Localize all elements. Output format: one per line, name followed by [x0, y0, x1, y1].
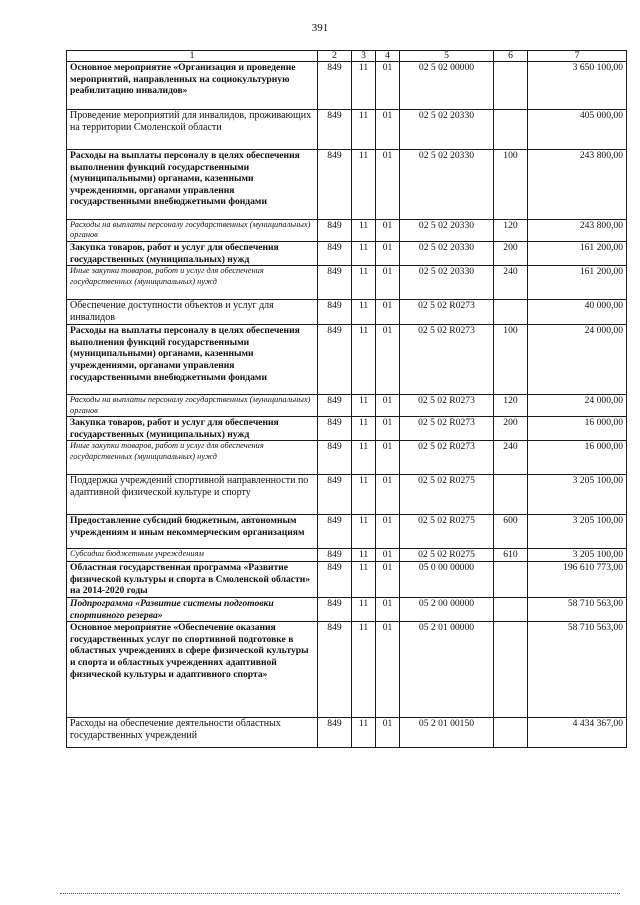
table-row	[67, 395, 627, 417]
cell-target-article: 05 2 01 00000	[400, 622, 494, 718]
cell-name: Обеспечение доступности объектов и услуг для инвалидов	[67, 300, 318, 325]
cell-section: 11	[352, 110, 376, 150]
cell-expense-type	[494, 622, 528, 718]
cell-admin-code: 849	[318, 417, 352, 441]
table-header-row	[67, 51, 627, 62]
cell-expense-type	[494, 62, 528, 110]
col-header-7: 7	[528, 51, 627, 62]
cell-section: 11	[352, 549, 376, 562]
cell-section: 11	[352, 417, 376, 441]
cell-admin-code: 849	[318, 300, 352, 325]
cell-target-article: 02 5 02 20330	[400, 266, 494, 300]
cell-expense-type: 610	[494, 549, 528, 562]
cell-name: Основное мероприятие «Обеспечение оказания государственных услуг по спортивной подготовке в областных учреждениях в сфере физической культуры и спорта и областных учреждениях адаптивной физической культуры и адаптивного спорта»	[67, 622, 318, 718]
table-row	[67, 300, 627, 325]
cell-name: Закупка товаров, работ и услуг для обеспечения государственных (муниципальных) нужд	[67, 242, 318, 266]
cell-subsection: 01	[376, 110, 400, 150]
cell-name: Расходы на выплаты персоналу государственных (муниципальных) органов	[67, 220, 318, 242]
cell-name: Расходы на выплаты персоналу в целях обеспечения выполнения функций государственными (муниципальными) органами, казенными учреждениями, органами управления государственными внебюджетными фондами	[67, 150, 318, 220]
cell-name: Расходы на выплаты персоналу в целях обеспечения выполнения функций государственными (муниципальными) органами, казенными учреждениями, органами управления государственными внебюджетными фондами	[67, 325, 318, 395]
col-header-6: 6	[494, 51, 528, 62]
cell-name: Расходы на обеспечение деятельности областных государственных учреждений	[67, 718, 318, 748]
cell-amount: 58 710 563,00	[528, 597, 627, 621]
cell-amount: 24 000,00	[528, 395, 627, 417]
cell-expense-type	[494, 561, 528, 597]
cell-target-article: 05 2 00 00000	[400, 597, 494, 621]
cell-subsection: 01	[376, 475, 400, 515]
table-row	[67, 220, 627, 242]
cell-subsection: 01	[376, 266, 400, 300]
cell-admin-code: 849	[318, 475, 352, 515]
table-row	[67, 561, 627, 597]
page-number: 391	[311, 22, 329, 34]
cell-expense-type: 120	[494, 220, 528, 242]
cell-admin-code: 849	[318, 220, 352, 242]
cell-subsection: 01	[376, 325, 400, 395]
cell-section: 11	[352, 220, 376, 242]
cell-name: Предоставление субсидий бюджетным, автономным учреждениям и иным некоммерческим организациям	[67, 515, 318, 549]
cell-section: 11	[352, 242, 376, 266]
cell-name: Основное мероприятие «Организация и проведение мероприятий, направленных на социокультурную реабилитацию инвалидов»	[67, 62, 318, 110]
cell-target-article: 02 5 02 R0273	[400, 395, 494, 417]
col-header-3: 3	[352, 51, 376, 62]
cell-expense-type	[494, 300, 528, 325]
col-header-5: 5	[400, 51, 494, 62]
cell-section: 11	[352, 515, 376, 549]
cell-subsection: 01	[376, 718, 400, 748]
cell-section: 11	[352, 395, 376, 417]
cell-section: 11	[352, 62, 376, 110]
cell-expense-type	[494, 597, 528, 621]
cell-expense-type: 100	[494, 150, 528, 220]
cell-subsection: 01	[376, 300, 400, 325]
cell-subsection: 01	[376, 417, 400, 441]
cell-section: 11	[352, 266, 376, 300]
table-row	[67, 62, 627, 110]
cell-target-article: 05 2 01 00150	[400, 718, 494, 748]
cell-expense-type: 100	[494, 325, 528, 395]
cell-name: Поддержка учреждений спортивной направленности по адаптивной физической культуре и спорту	[67, 475, 318, 515]
cell-target-article: 05 0 00 00000	[400, 561, 494, 597]
cell-expense-type: 240	[494, 266, 528, 300]
cell-amount: 24 000,00	[528, 325, 627, 395]
table-row	[67, 441, 627, 475]
cell-admin-code: 849	[318, 325, 352, 395]
table-row	[67, 325, 627, 395]
cell-subsection: 01	[376, 441, 400, 475]
table-row	[67, 110, 627, 150]
table-body	[67, 62, 627, 748]
table-row	[67, 150, 627, 220]
cell-target-article: 02 5 02 R0273	[400, 325, 494, 395]
cell-target-article: 02 5 02 R0273	[400, 300, 494, 325]
col-header-2: 2	[318, 51, 352, 62]
cell-subsection: 01	[376, 561, 400, 597]
cell-section: 11	[352, 300, 376, 325]
col-header-1: 1	[67, 51, 318, 62]
table-row	[67, 242, 627, 266]
cell-section: 11	[352, 622, 376, 718]
cell-subsection: 01	[376, 150, 400, 220]
cell-subsection: 01	[376, 597, 400, 621]
cell-amount: 405 000,00	[528, 110, 627, 150]
cell-section: 11	[352, 441, 376, 475]
cell-admin-code: 849	[318, 242, 352, 266]
cell-subsection: 01	[376, 62, 400, 110]
cell-amount: 16 000,00	[528, 441, 627, 475]
cell-admin-code: 849	[318, 266, 352, 300]
cell-target-article: 02 5 02 20330	[400, 220, 494, 242]
cell-section: 11	[352, 150, 376, 220]
cell-target-article: 02 5 02 R0275	[400, 475, 494, 515]
cell-amount: 58 710 563,00	[528, 622, 627, 718]
cell-name: Расходы на выплаты персоналу государственных (муниципальных) органов	[67, 395, 318, 417]
budget-table	[66, 50, 627, 748]
cell-admin-code: 849	[318, 718, 352, 748]
cell-target-article: 02 5 02 20330	[400, 150, 494, 220]
cell-amount: 243 800,00	[528, 220, 627, 242]
table-row	[67, 622, 627, 718]
cell-name: Субсидии бюджетным учреждениям	[67, 549, 318, 562]
cell-expense-type: 240	[494, 441, 528, 475]
table-row	[67, 597, 627, 621]
cell-subsection: 01	[376, 395, 400, 417]
cell-subsection: 01	[376, 220, 400, 242]
table-row	[67, 475, 627, 515]
cell-amount: 4 434 367,00	[528, 718, 627, 748]
cell-admin-code: 849	[318, 62, 352, 110]
cell-subsection: 01	[376, 622, 400, 718]
cell-target-article: 02 5 02 20330	[400, 242, 494, 266]
cell-name: Подпрограмма «Развитие системы подготовки спортивного резерва»	[67, 597, 318, 621]
cell-subsection: 01	[376, 515, 400, 549]
cell-admin-code: 849	[318, 549, 352, 562]
footer-divider	[60, 893, 620, 894]
table-row	[67, 266, 627, 300]
table-row	[67, 718, 627, 748]
cell-admin-code: 849	[318, 622, 352, 718]
cell-name: Областная государственная программа «Развитие физической культуры и спорта в Смоленской области» на 2014-2020 годы	[67, 561, 318, 597]
cell-section: 11	[352, 597, 376, 621]
cell-expense-type	[494, 718, 528, 748]
cell-section: 11	[352, 325, 376, 395]
cell-target-article: 02 5 02 R0275	[400, 515, 494, 549]
cell-expense-type: 120	[494, 395, 528, 417]
cell-admin-code: 849	[318, 597, 352, 621]
cell-expense-type	[494, 110, 528, 150]
cell-target-article: 02 5 02 R0273	[400, 441, 494, 475]
cell-admin-code: 849	[318, 441, 352, 475]
cell-amount: 3 205 100,00	[528, 475, 627, 515]
cell-admin-code: 849	[318, 150, 352, 220]
cell-section: 11	[352, 475, 376, 515]
cell-expense-type	[494, 475, 528, 515]
cell-amount: 3 650 100,00	[528, 62, 627, 110]
cell-amount: 40 000,00	[528, 300, 627, 325]
cell-amount: 161 200,00	[528, 242, 627, 266]
cell-expense-type: 200	[494, 417, 528, 441]
cell-target-article: 02 5 02 00000	[400, 62, 494, 110]
cell-section: 11	[352, 718, 376, 748]
table-row	[67, 549, 627, 562]
cell-name: Закупка товаров, работ и услуг для обеспечения государственных (муниципальных) нужд	[67, 417, 318, 441]
cell-amount: 243 800,00	[528, 150, 627, 220]
cell-name: Иные закупки товаров, работ и услуг для обеспечения государственных (муниципальных) нужд	[67, 441, 318, 475]
cell-admin-code: 849	[318, 561, 352, 597]
cell-target-article: 02 5 02 R0273	[400, 417, 494, 441]
cell-target-article: 02 5 02 R0275	[400, 549, 494, 562]
cell-expense-type: 200	[494, 242, 528, 266]
cell-admin-code: 849	[318, 110, 352, 150]
cell-name: Проведение мероприятий для инвалидов, проживающих на территории Смоленской области	[67, 110, 318, 150]
cell-subsection: 01	[376, 549, 400, 562]
cell-amount: 196 610 773,00	[528, 561, 627, 597]
table-row	[67, 515, 627, 549]
cell-name: Иные закупки товаров, работ и услуг для обеспечения государственных (муниципальных) нужд	[67, 266, 318, 300]
cell-expense-type: 600	[494, 515, 528, 549]
cell-amount: 161 200,00	[528, 266, 627, 300]
cell-subsection: 01	[376, 242, 400, 266]
cell-amount: 3 205 100,00	[528, 549, 627, 562]
col-header-4: 4	[376, 51, 400, 62]
cell-section: 11	[352, 561, 376, 597]
table-row	[67, 417, 627, 441]
cell-amount: 3 205 100,00	[528, 515, 627, 549]
cell-target-article: 02 5 02 20330	[400, 110, 494, 150]
cell-admin-code: 849	[318, 515, 352, 549]
cell-admin-code: 849	[318, 395, 352, 417]
cell-amount: 16 000,00	[528, 417, 627, 441]
